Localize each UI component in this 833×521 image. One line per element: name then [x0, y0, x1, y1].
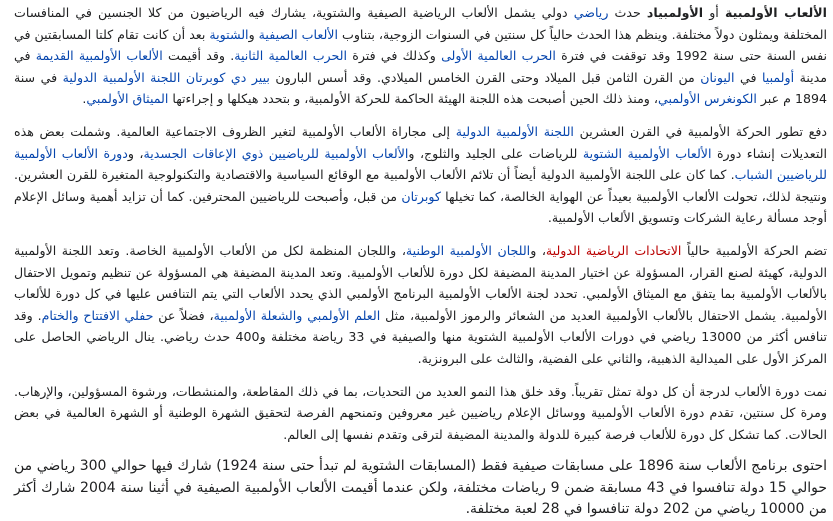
body-text: في [734, 69, 762, 85]
wiki-link[interactable]: حفلي الافتتاح والختام [41, 307, 154, 323]
wiki-link[interactable]: الشتوية [209, 26, 249, 42]
body-text: للرياضات على الجليد والثلوج، و [408, 145, 583, 161]
body-text: وكذلك في فترة [346, 48, 442, 64]
wiki-link[interactable]: الكونغرس الأولمبي [657, 91, 757, 107]
article-body [10, 2, 833, 521]
body-text: احتوى برنامج الألعاب سنة 1896 على مسابقات صيفية فقط (المسابقات الشتوية لم تبدأ حتى سنة 1924) شارك فيها حوالي 300 رياضي من حوالي 15 دولة تنافسوا في 43 مسابقة ضمن 9 رياضات مختلفة، ولكن عندما أقيمت الألعاب الأولمبية الصيفية في أثينا سنة 2004 شارك أكثر من 10000 رياضي من 202 دولة تنافسوا في 28 لعبة مختلفة. [14, 458, 828, 518]
body-text: حدث [608, 5, 647, 20]
wiki-link[interactable]: اللجنة الأولمبية الدولية [455, 123, 574, 139]
wiki-link[interactable]: الحرب العالمية الأولى [441, 48, 556, 64]
paragraph-development [14, 121, 827, 229]
body-text: و [248, 26, 259, 42]
body-text: أو [703, 5, 725, 20]
wiki-link[interactable]: اللجان الأولمبية الوطنية [405, 242, 531, 258]
body-text: نمت دورة الألعاب لدرجة أن كل دولة تمثل تقريباً. وقد خلق هذا النمو العديد من التحديات، بما في ذلك المقاطعة، والمنشطات، ورشوة المسؤولين، والإرهاب. ومرة كل سنتين، تقدم دورة الألعاب الأولمبية ووسائل الإعلام رياضيين غير معروفين وتمنحهم الفرصة لتحقيق الشهرة الوطنية أو الشهرة العالمية في بعض الحالات. كما تشكل كل دورة للألعاب فرصة كبيرة للدولة والمدينة المضيفة لترقى وتقدم نفسها إلى العالم. [14, 383, 827, 442]
body-text: تضم الحركة الأولمبية حالياً [681, 242, 827, 258]
body-text: . كما كان على اللجنة الأولمبية الدولية أيضاً أن تلائم الألعاب الأولمبية مع الوقائع السياسية والاقتصادية والتكنولوجية المتغيرة للقرن العشرين. ونتيجة لذلك، تحولت الألعاب الأولمبية بعيداً عن الهواية الخالصة، كما تخيلها [14, 167, 827, 204]
wiki-link[interactable]: الألعاب الأولمبية القديمة [35, 48, 163, 64]
wiki-link[interactable]: رياضي [573, 5, 609, 20]
paragraph-challenges [14, 381, 827, 446]
wiki-link[interactable]: الحرب العالمية الثانية [234, 48, 347, 64]
body-text: . وقد أقيمت [162, 48, 235, 64]
body-text: ، فضلاً عن [153, 307, 214, 323]
bold-term: الأولمبياد [646, 5, 704, 20]
body-text: . وقد تنافس أكثر من 13000 رياضي في دورات الألعاب الأولمبية الشتوية منها والصيفية في 33 رياضة مختلفة و400 حدث رياضي. ينال الرياضي الحاصل على المركز الأول على الميدالية الذهبية، والثاني على الفضية، والثالث على البرونزية. [14, 307, 827, 366]
body-text: . [82, 91, 87, 107]
paragraph-organization [14, 240, 827, 370]
body-text: ، واللجان المنظمة لكل من الألعاب الأولمبية الخاصة. وتعد اللجنة الأولمبية الدولية، كهيئة لصنع القرار، المسؤولة عن اختيار المدينة المضيفة لكل دورة للألعاب الأولمبية. وتعد المدينة المضيفة هي المسؤولة عن تنظيم وتمويل الاحتفال بالألعاب الأولمبية بما يتفق مع الميثاق الأولمبي. تحدد لجنة الألعاب الأولمبية البرنامج الأولمبي الذي يحدد الألعاب التي يتم التنافس عليها في كل دورة للألعاب الأولمبية. يشمل الاحتفال بالألعاب الأولمبية العديد من الشعائر والرموز الأولمبية، مثل [14, 242, 827, 323]
body-text: في سنة 1894 م عبر [14, 69, 827, 107]
body-text: ، ومنذ ذلك الحين أصبحت هذه اللجنة الهيئة الحاكمة للحركة الأولمبية، و بتحدد هيكلها و إجراءتها [168, 91, 658, 107]
body-text: في مدينة [14, 48, 827, 85]
body-text: دفع تطور الحركة الأولمبية في القرن العشرين [573, 123, 827, 139]
wiki-link[interactable]: اللجنة الأولمبية الدولية [62, 69, 181, 85]
body-text: بعد أن كانت تقام كلتا المسابقتين في نفس السنة حتى سنة 1992 وقد توقفت في فترة [14, 26, 827, 64]
body-text: ، و [127, 145, 144, 161]
paragraph-program [14, 456, 827, 521]
body-text: من قبل، وأصبحت للرياضيين المحترفين. كما أن تزايد أهمية وسائل الإعلام أوجد مسألة رعاية الشركات وتسويق الألعاب الأولمبية. [14, 188, 827, 226]
wiki-link[interactable]: اليونان [700, 69, 735, 85]
wiki-link[interactable]: الألعاب الأولمبية للرياضيين ذوي الإعاقات الجسدية [143, 145, 409, 161]
wiki-link[interactable]: أولمبيا [761, 69, 795, 85]
body-text: دولي يشمل الألعاب الرياضية الصيفية والشتوية، يشارك فيه الرياضيون من كلا الجنسين في المنافسات المختلفة ويمثلون دولاً مختلفة. وينظم هذا الحدث حالياً كل سنتين في السنوات الزوجية، بتناوب [14, 5, 827, 42]
body-text: من القرن الثامن قبل الميلاد وحتى القرن الخامس الميلادي. وقد أسس البارون [269, 69, 701, 85]
wiki-link[interactable]: الألعاب الأولمبية الشتوية [582, 145, 712, 161]
wiki-link[interactable]: الألعاب الصيفية [258, 26, 338, 42]
wiki-link[interactable]: دورة الألعاب الأولمبية للرياضيين الشباب [14, 145, 827, 183]
wiki-link-missing[interactable]: الاتحادات الرياضية الدولية [545, 242, 682, 258]
wiki-link[interactable]: بيير دي كوبرتان [185, 69, 270, 85]
body-text: إلى مجاراة الألعاب الأولمبية لتغير الظروف الاجتماعية العالمية. وشملت بعض هذه التعديلات إنشاء دورة [14, 123, 827, 161]
wiki-link[interactable]: كوبرتان [401, 188, 441, 204]
body-text: ، و [530, 242, 546, 258]
wiki-link[interactable]: العلم الأولمبي والشعلة الأولمبية [213, 307, 381, 323]
paragraph-intro [14, 2, 827, 110]
bold-term: الألعاب الأولمبية [724, 5, 827, 20]
wiki-link[interactable]: الميثاق الأولمبي [86, 91, 169, 107]
